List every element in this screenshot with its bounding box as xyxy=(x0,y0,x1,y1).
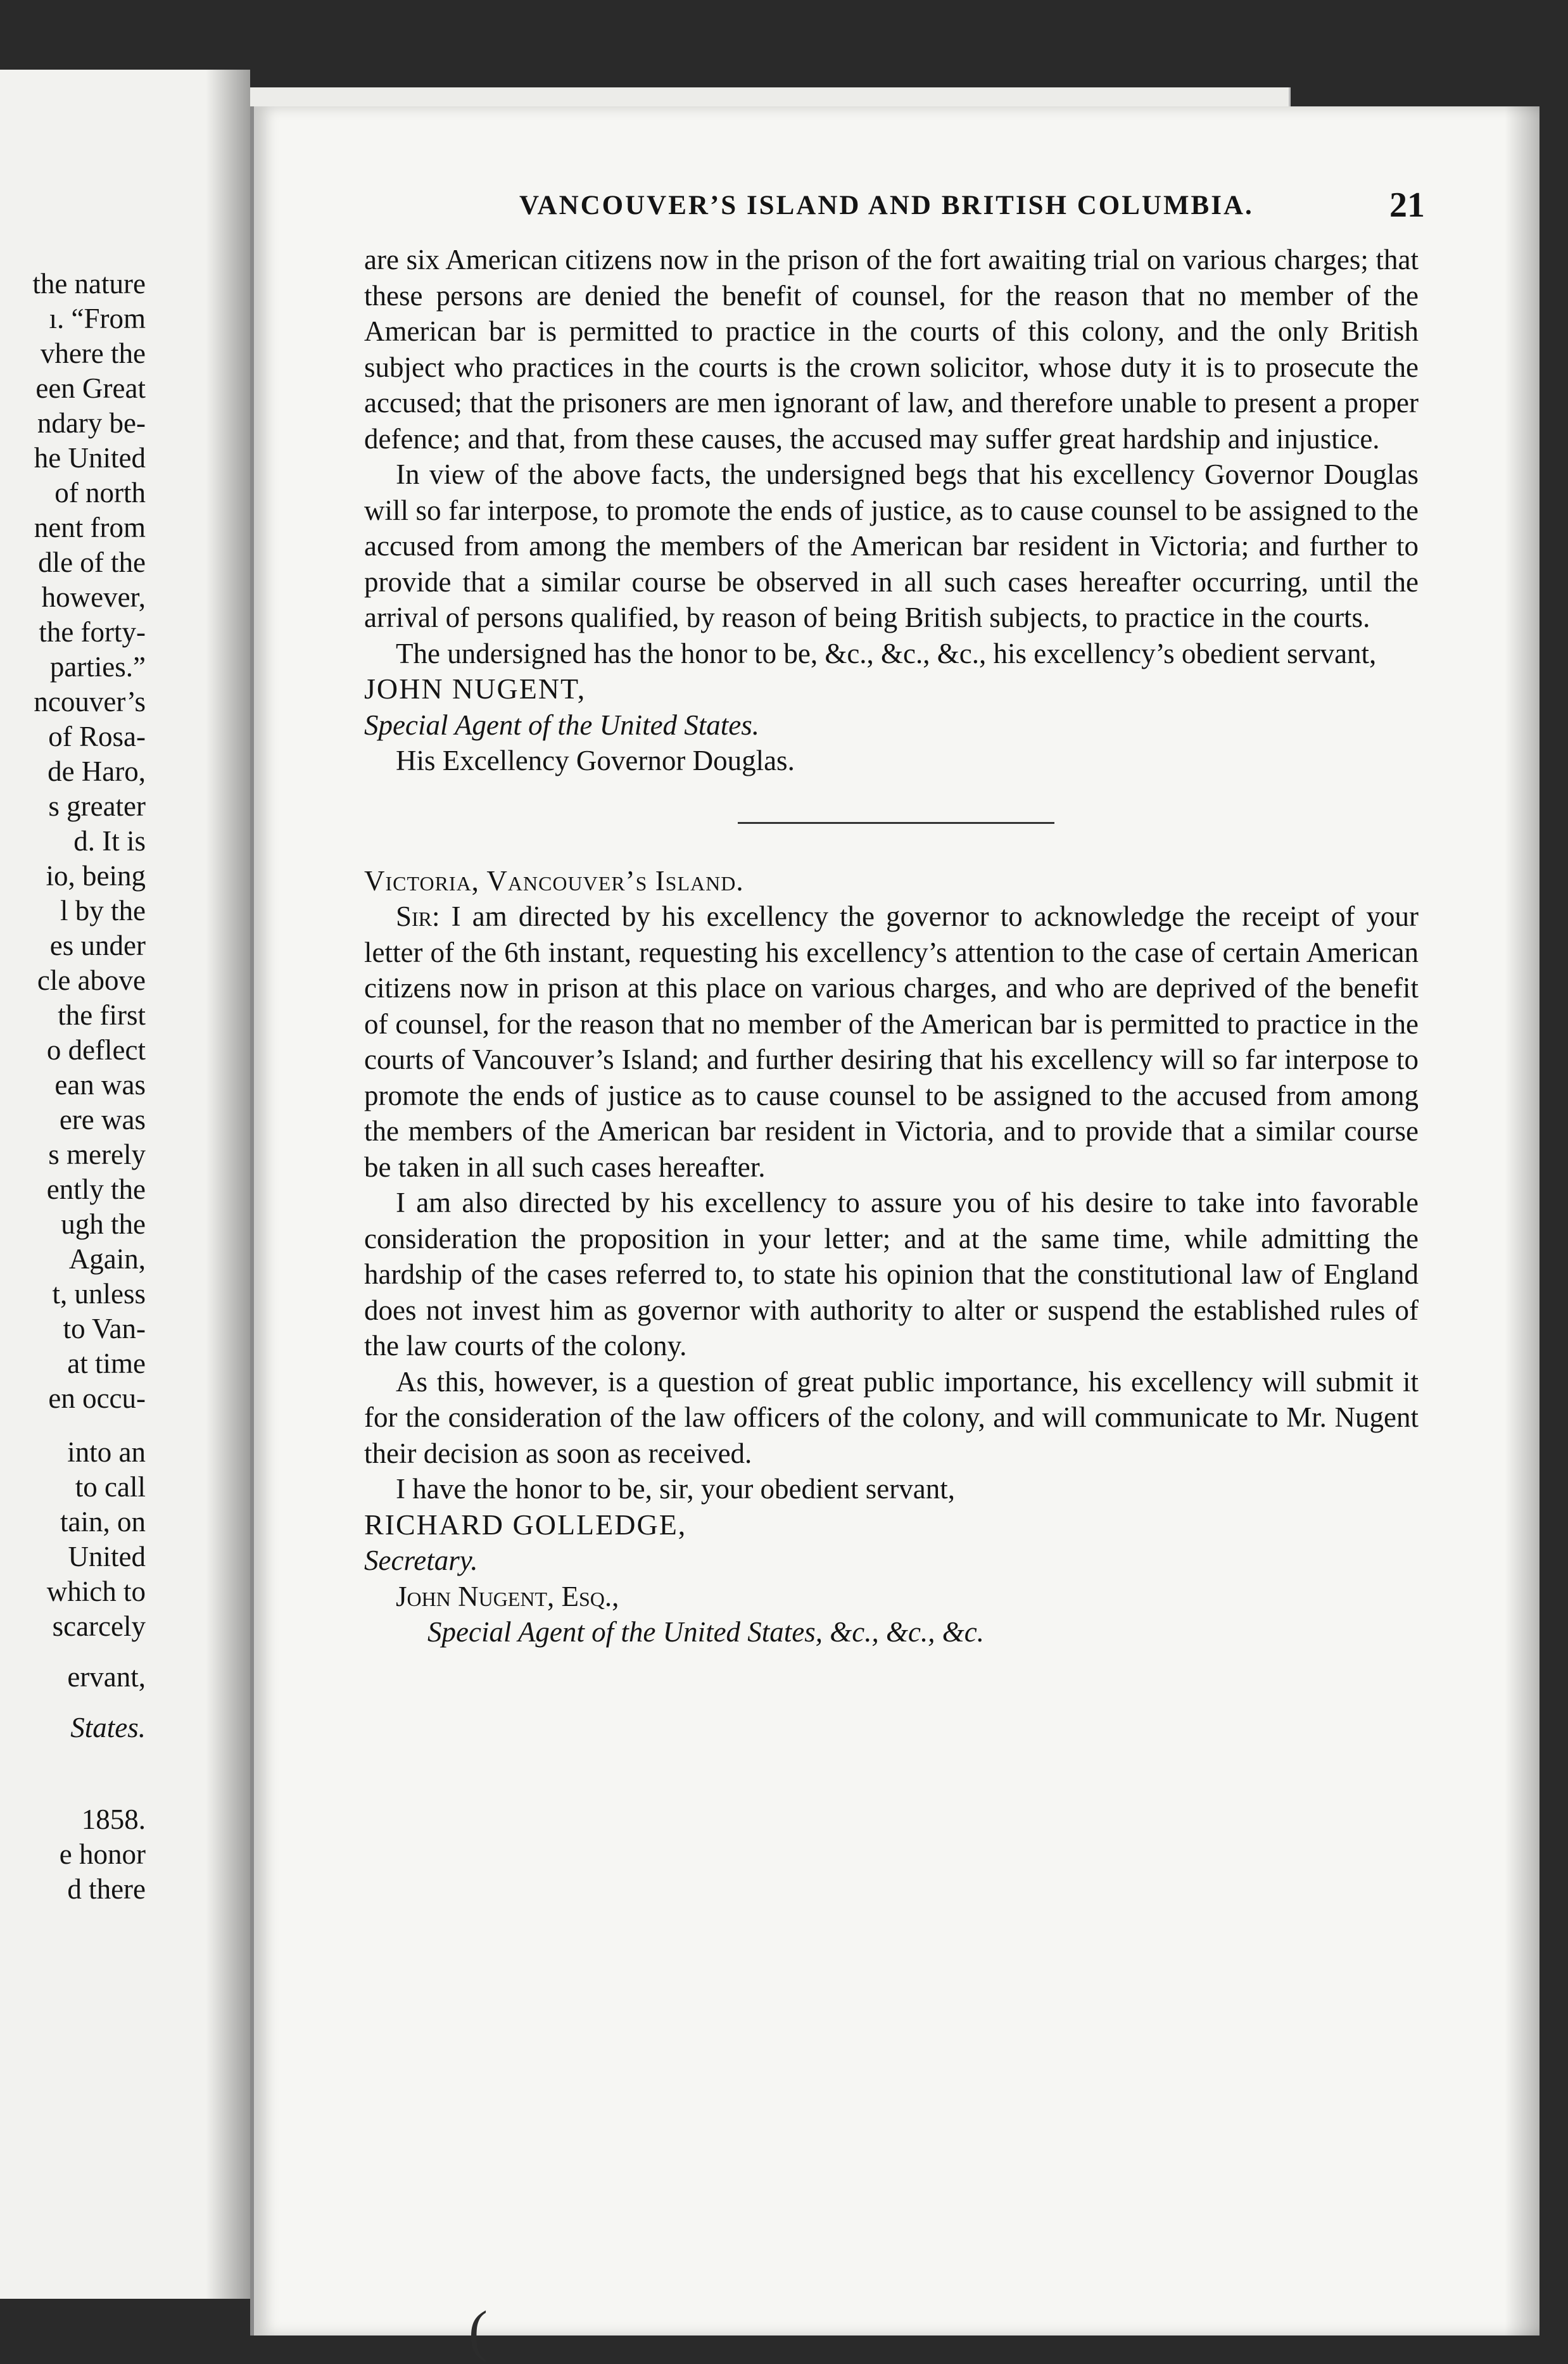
running-head-title: VANCOUVER’S ISLAND AND BRITISH COLUMBIA. xyxy=(519,191,1254,220)
left-page-line: een Great xyxy=(35,372,146,404)
left-page-line: 1858. xyxy=(81,1804,146,1835)
left-page-line: s greater xyxy=(48,790,146,822)
left-page-line: scarcely xyxy=(52,1610,146,1642)
letter1-closing: The undersigned has the honor to be, &c., &c., &c., his excellency’s obedient servant, xyxy=(396,637,1377,669)
letter1-paragraph-1: are six American citizens now in the prison of the fort awaiting trial on various charges; that these persons are denied the benefit of counsel, for the reason that no member of the American bar is permitted to practice in the courts of this colony, and the only British subject who practices in the courts is the crown solicitor, whose duty it is to prosecute the accused; that the prisoners are men ignorant of law, and therefore unable to present a proper defence; and that, from these causes, the accused may suffer great hardship and injustice. xyxy=(364,244,1419,455)
left-page-line: ı. “From xyxy=(49,303,146,334)
left-page-line: ncouver’s xyxy=(34,686,146,717)
left-page-line: dle of the xyxy=(38,547,146,578)
letter2-paragraph-1-text: I am directed by his excellency the governor to acknowledge the receipt of your letter of the 6th instant, requesting his excellency’s attention to the case of certain American citizens now in prison at this place on various charges, and who are deprived of the benefit of counsel, for the reason that no member of the American bar is permitted to practice in the courts of Vancouver’s Island; and further desiring that his excellency will so far interpose to promote the ends of justice as to cause counsel to be assigned to the accused from among the members of the American bar resident in Victoria, and to provide that a similar course be taken in all such cases hereafter. xyxy=(364,901,1419,1183)
left-page-line: however, xyxy=(41,581,146,613)
left-page-line: es under xyxy=(49,930,146,961)
running-head xyxy=(279,186,1476,241)
left-page-line: States. xyxy=(70,1712,146,1743)
letter2-addressee-title: Special Agent of the United States, &c., &c., &c. xyxy=(427,1616,984,1648)
letter1-paragraph-2: In view of the above facts, the undersigned begs that his excellency Governor Douglas will so far interpose, to promote the ends of justice, as to cause counsel to be assigned to the accused from among the members of the American bar resident in Victoria; and further to provide that a similar course be observed in all such cases hereafter occurring, until the arrival of persons qualified, by reason of being British subjects, to practice in the courts. xyxy=(364,458,1419,633)
left-page-line: United xyxy=(68,1541,146,1572)
left-page-line: tain, on xyxy=(60,1506,146,1538)
letter2-closing: I have the honor to be, sir, your obedient servant, xyxy=(396,1473,955,1505)
letter2-paragraph-2: I am also directed by his excellency to assure you of his desire to take into favorable consideration the proposition in your letter; and at the same time, while admitting the hardship of the cases referred to, to state his opinion that the constitutional law of England does not invest him as governor with authority to alter or suspend the established rules of the law courts of the colony. xyxy=(364,1187,1419,1362)
left-page-line: e honor xyxy=(59,1838,146,1870)
left-page-line: en occu- xyxy=(48,1382,146,1414)
left-page-line: ere was xyxy=(59,1104,146,1135)
left-page-line: cle above xyxy=(37,964,146,996)
left-page-line: l by the xyxy=(60,895,146,926)
section-divider xyxy=(738,822,1054,824)
left-page-line: o deflect xyxy=(46,1034,146,1066)
left-page-line: nent from xyxy=(34,512,146,543)
left-page-line: of Rosa- xyxy=(48,721,146,752)
letter2-addressee-name: John Nugent, Esq., xyxy=(396,1580,619,1612)
left-page-line: Again, xyxy=(68,1243,146,1275)
letter2-signature-title: Secretary. xyxy=(364,1545,478,1576)
left-page-line: of north xyxy=(54,477,146,509)
left-page-line: the first xyxy=(58,999,146,1031)
left-page-line: d. It is xyxy=(73,825,146,857)
letter2-salutation: Sir: xyxy=(396,901,440,932)
left-page-line: ean was xyxy=(54,1069,146,1101)
page-body xyxy=(364,242,1419,1650)
letter2-paragraph-3: As this, however, is a question of great public importance, his excellency will submit it for the consideration of the law officers of the colony, and will communicate to Mr. Nugent their decision as soon as received. xyxy=(364,1365,1419,1469)
bottom-mark: ( xyxy=(469,2300,488,2363)
left-page-line: s merely xyxy=(48,1139,146,1170)
gutter-shadow xyxy=(206,70,250,2299)
left-page-line: into an xyxy=(67,1436,146,1468)
left-page-line: ervant, xyxy=(67,1661,146,1693)
left-page-line: he United xyxy=(34,442,146,474)
left-page-line: ently the xyxy=(46,1173,146,1205)
left-page-line: at time xyxy=(67,1348,146,1379)
letter2-paragraph-1 xyxy=(364,899,1419,1185)
left-page-line: which to xyxy=(46,1576,146,1607)
letter1-addressee: His Excellency Governor Douglas. xyxy=(396,745,795,776)
letter2-signature-name: RICHARD GOLLEDGE, xyxy=(364,1508,687,1541)
left-page-line: ugh the xyxy=(61,1208,146,1240)
left-page-line: ndary be- xyxy=(37,407,146,439)
left-page-line: to Van- xyxy=(63,1313,146,1344)
left-page-line: vhere the xyxy=(40,338,146,369)
letter1-signature-name: JOHN NUGENT, xyxy=(364,673,586,705)
left-page-line: the forty- xyxy=(39,616,146,648)
page-edge-shadow xyxy=(1505,106,1540,2336)
left-page-line: io, being xyxy=(46,860,146,892)
page-number: 21 xyxy=(1389,186,1425,225)
left-page-fragment xyxy=(0,70,250,2299)
left-page-line: t, unless xyxy=(52,1278,146,1310)
left-page-line: de Haro, xyxy=(47,755,146,787)
left-page-line: the nature xyxy=(32,268,146,300)
left-page-line: d there xyxy=(67,1873,146,1905)
left-page-line: parties.” xyxy=(49,651,146,683)
letter1-signature-title: Special Agent of the United States. xyxy=(364,709,760,741)
left-page-line: to call xyxy=(75,1471,146,1503)
letter2-place: Victoria, Vancouver’s Island. xyxy=(364,864,744,897)
